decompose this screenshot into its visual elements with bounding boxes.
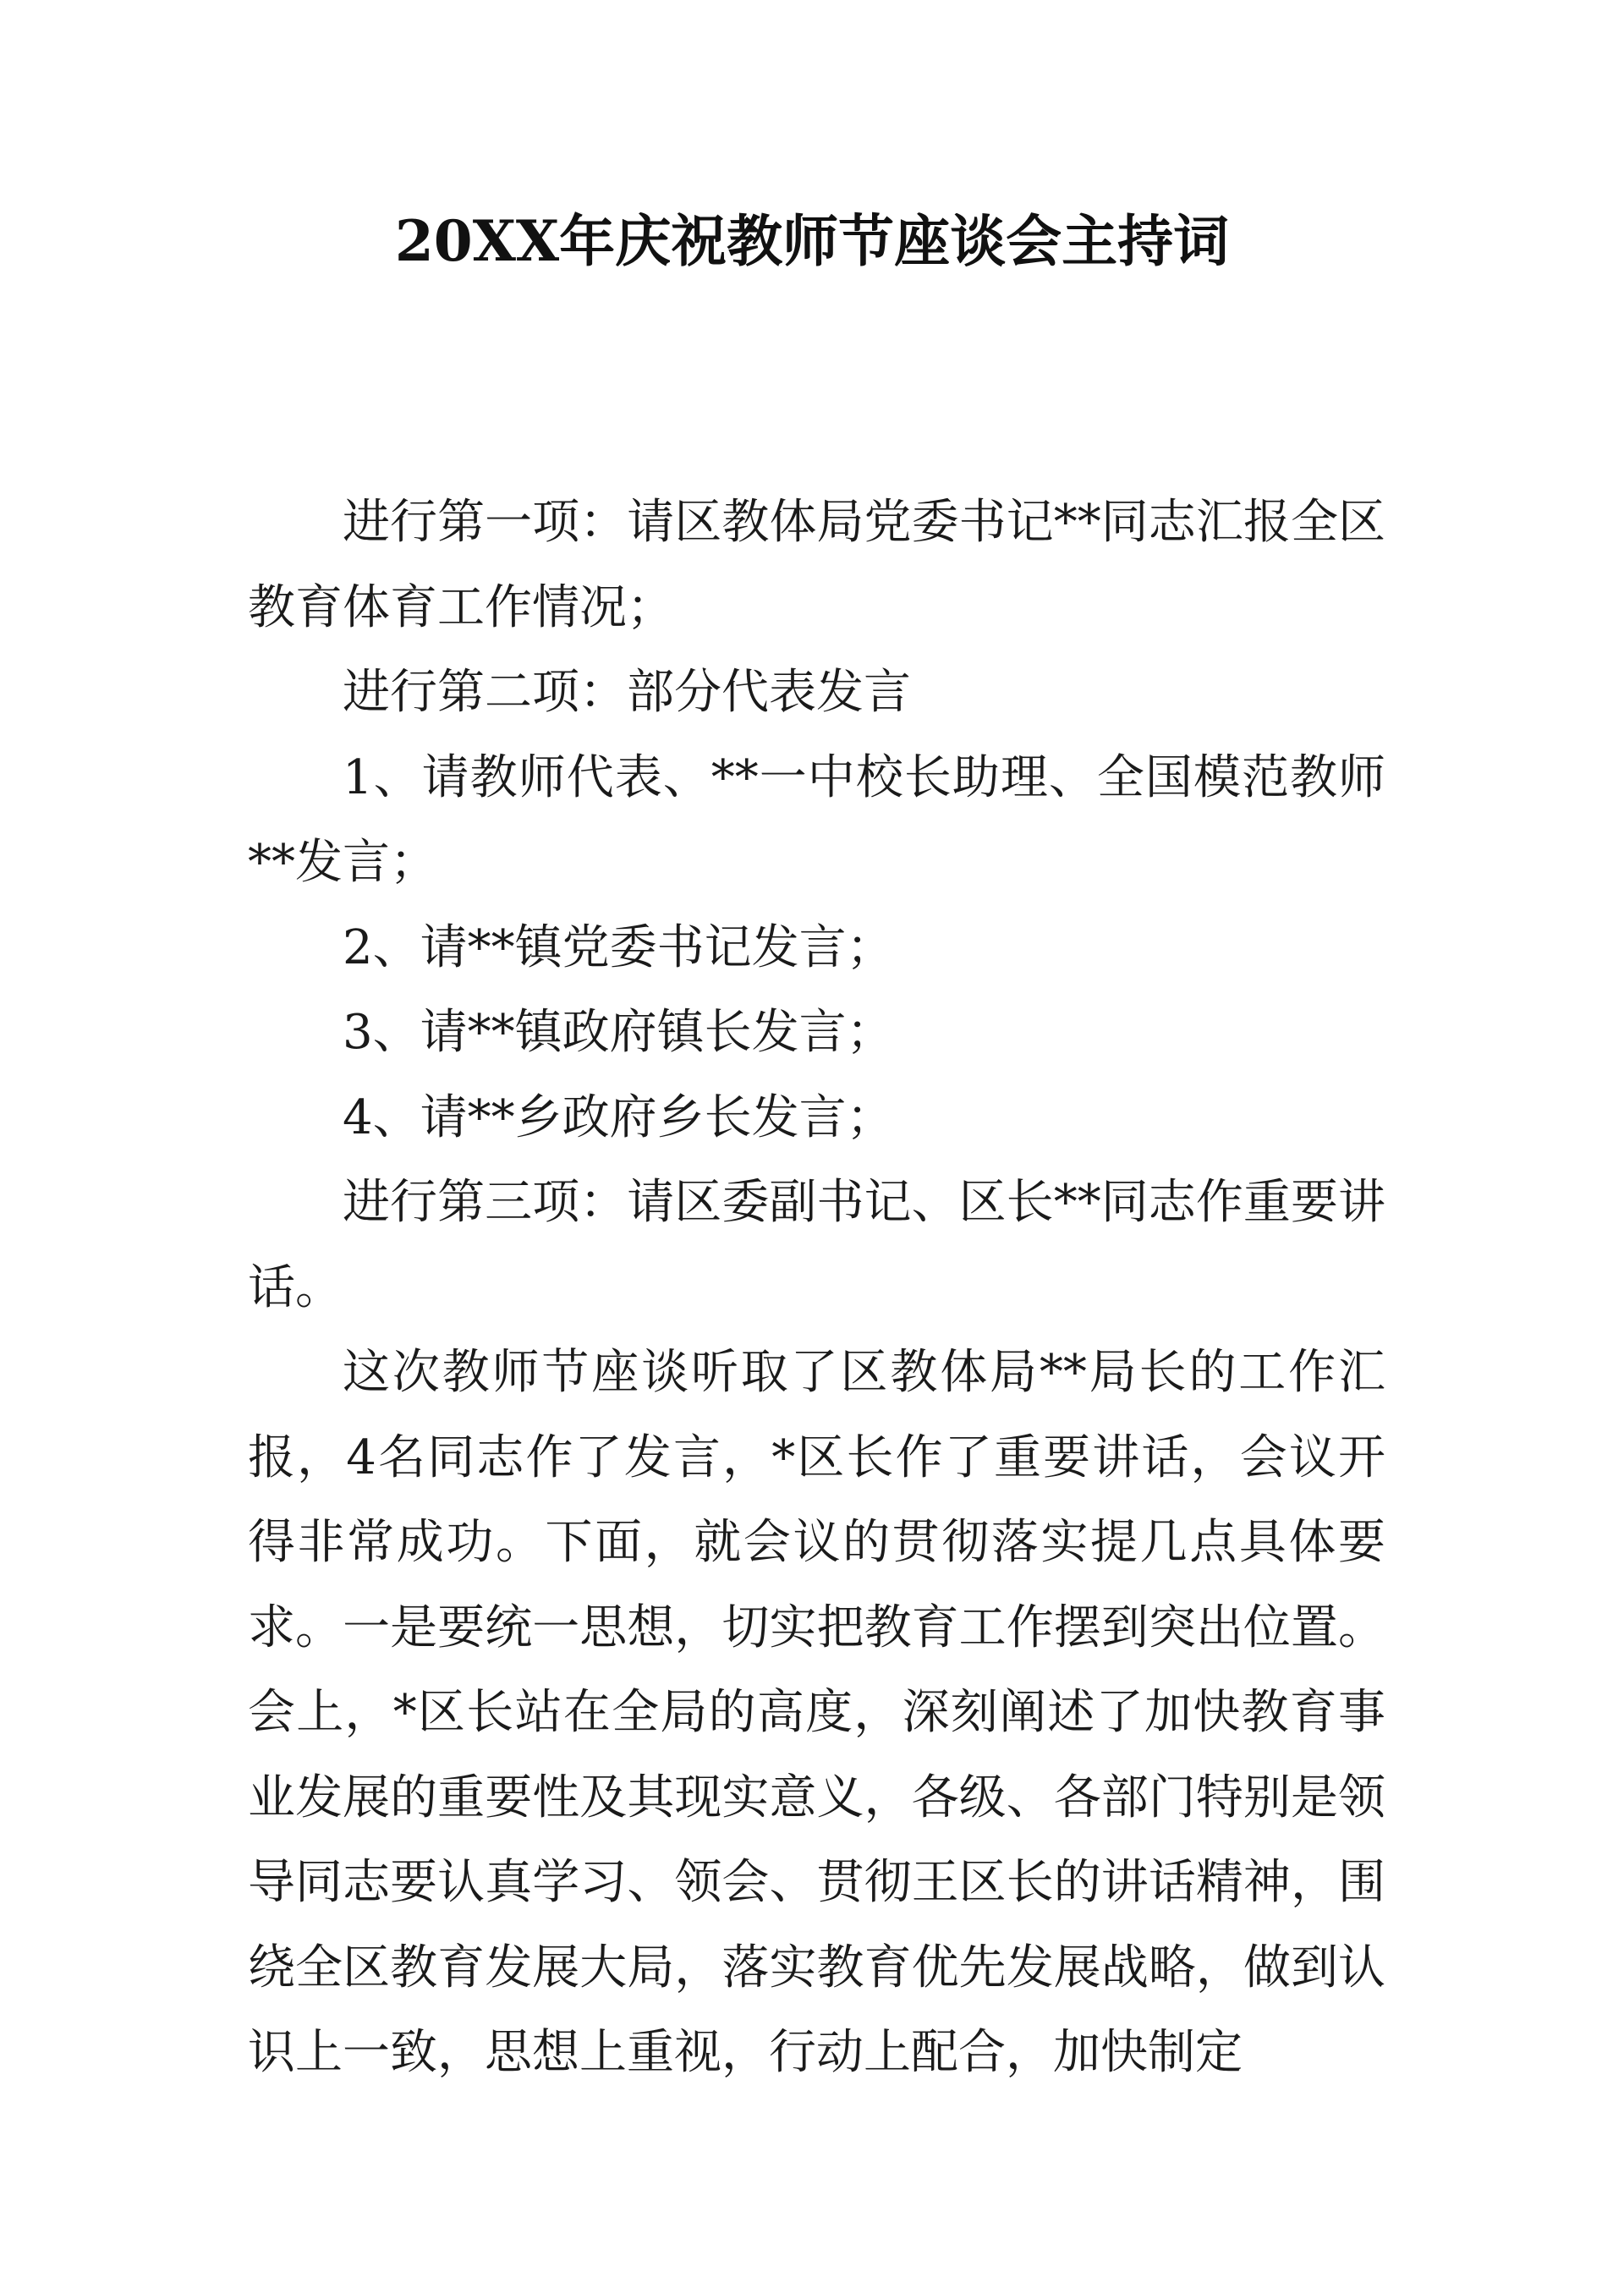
paragraph-item-1: 进行第一项：请区教体局党委书记**同志汇报全区教育体育工作情况； (248, 495, 1385, 635)
paragraph-item-7: 进行第三项：请区委副书记、区长**同志作重要讲话。 (248, 1175, 1385, 1315)
document-body (248, 480, 1385, 2096)
paragraph-item-5: 3、请**镇政府镇长发言； (343, 1005, 894, 1060)
paragraph-item-4: 2、请**镇党委书记发言； (343, 919, 894, 975)
paragraph-item-3: 1、请教师代表、**一中校长助理、全国模范教师**发言； (248, 749, 1385, 890)
paragraph-item-2: 进行第二项：部分代表发言 (343, 665, 911, 720)
document-title: 20XX年庆祝教师节座谈会主持词 (394, 208, 1230, 274)
paragraph-item-6: 4、请**乡政府乡长发言； (343, 1089, 894, 1145)
paragraph-item-8: 这次教师节座谈听取了区教体局**局长的工作汇报，4名同志作了发言，*区长作了重要讲话，会议开得非常成功。下面，就会议的贯彻落实提几点具体要求。一是要统一思想，切实把教育工作摆到突出位置。会上，*区长站在全局的高度，深刻阐述了加快教育事业发展的重要性及其现实意义，各级、各部门特别是领导同志要认真学习、领会、贯彻王区长的讲话精神，围绕全区教育发展大局，落实教育优先发展战略，做到认识上一致，思想上重视，行动上配合，加快制定 (248, 1345, 1385, 2080)
